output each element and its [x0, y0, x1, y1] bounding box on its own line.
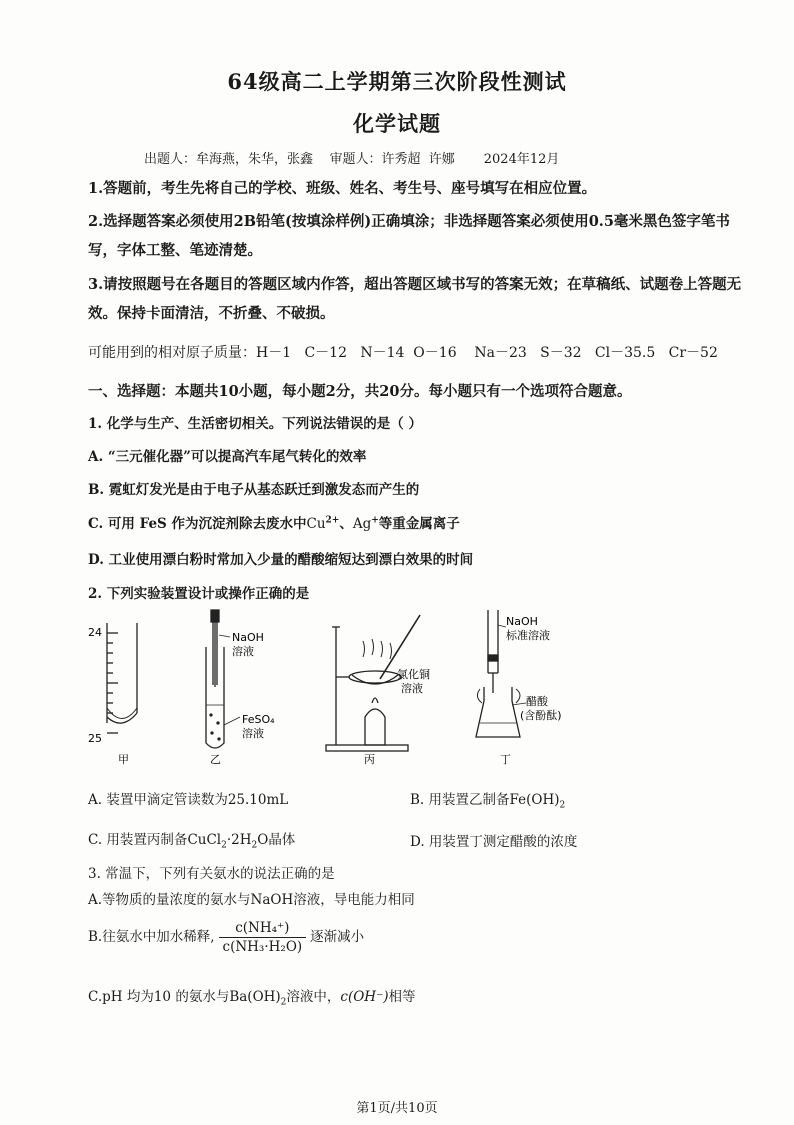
q1-option-c: [88, 512, 460, 532]
cu-ion: Cu: [306, 516, 326, 532]
ag-charge: +: [371, 515, 379, 526]
q1-c-sep: 、: [339, 516, 353, 532]
q3-c-text: C.pH 均为10 的氨水与: [88, 989, 230, 1005]
naoh-solution-label: 溶液: [232, 645, 254, 658]
baoh2-sub: 2: [280, 997, 287, 1008]
q1-option-b: B. 霓虹灯发光是由于电子从基态跃迁到激发态而产生的: [88, 482, 420, 498]
q2-option-a: A. 装置甲滴定管读数为25.10mL: [88, 792, 289, 808]
page-number: 第1页/共10页: [356, 1101, 438, 1116]
q2-stem: 2. 下列实验装置设计或操作正确的是: [88, 586, 310, 602]
section-heading: 一、选择题：本题共10小题，每小题2分，共20分。每小题只有一个选项符合题意。: [88, 383, 632, 400]
q2-c-text: C. 用装置丙制备: [88, 832, 188, 848]
instruction-1: 1.答题前，考生先将自己的学校、班级、姓名、考生号、座号填写在相应位置。: [88, 180, 597, 197]
exam-title: 64级高二上学期第三次阶段性测试: [227, 69, 567, 94]
feso4-label: FeSO₄: [242, 713, 275, 726]
fraction-numerator: c(NH₄⁺): [219, 920, 307, 938]
naoh-label: NaOH: [232, 631, 264, 644]
q2-apparatus-figure: [80, 605, 720, 770]
feoh2-subscript: 2: [559, 800, 566, 811]
burette-mark-25: 25: [88, 732, 102, 745]
q2-option-b: [410, 788, 565, 811]
burette-jia: [107, 623, 137, 733]
cucl2-formula: CuCl: [187, 832, 222, 848]
authors: 出题人：牟海燕，朱华，张鑫: [144, 152, 314, 167]
q1-c-text: C. 可用 FeS 作为沉淀剂除去废水中: [88, 516, 307, 532]
q3-b-post: 逐渐减小: [310, 929, 365, 945]
hydroxide-conc: c(OH⁻): [340, 989, 389, 1005]
water-o: O: [257, 832, 269, 848]
atomic-masses: [88, 342, 718, 362]
instruction-2: 2.选择题答案必须使用2B铅笔(按填涂样例)正确填涂；非选择题答案必须使用0.5毫米黑色签字笔书写，字体工整、笔迹清楚。: [88, 213, 730, 259]
q3-c-post: 相等: [388, 989, 416, 1005]
atomic-masses-label: 可能用到的相对原子质量：: [88, 345, 256, 361]
q3-stem: 3. 常温下，下列有关氨水的说法正确的是: [88, 866, 335, 882]
fraction-denominator: c(NH₃·H₂O): [222, 939, 303, 955]
label-jia: 甲: [118, 753, 129, 766]
exam-date: 2024年12月: [483, 152, 560, 167]
phenolphthalein-label: (含酚酞): [520, 709, 562, 722]
cucl2-solution-label: 溶液: [401, 682, 423, 695]
q1-stem: 1. 化学与生产、生活密切相关。下列说法错误的是（ ）: [88, 416, 422, 432]
feoh2-formula: Fe(OH): [509, 792, 560, 808]
instruction-3: 3.请按照题号在各题目的答题区域内作答，超出答题区域书写的答案无效；在草稿纸、试题卷上答题无效。保持卡面清洁，不折叠、不破损。: [88, 276, 742, 322]
std-solution-label: 标准溶液: [506, 629, 550, 642]
cucl2-label: 氯化铜: [397, 668, 430, 681]
label-ding: 丁: [500, 753, 511, 766]
q3-option-a: A.等物质的量浓度的氨水与NaOH溶液，导电能力相同: [88, 892, 415, 908]
q2-b-text: B. 用装置乙制备: [410, 792, 510, 808]
exam-subtitle: 化学试题: [353, 111, 441, 136]
q3-c-mid: 溶液中，: [286, 989, 341, 1005]
label-yi: 乙: [210, 753, 221, 766]
label-bing: 丙: [364, 753, 375, 766]
ag-ion: Ag: [352, 516, 372, 532]
q3-option-c: [88, 985, 415, 1008]
q3-option-b: [88, 920, 364, 955]
q2-c-post: 晶体: [268, 832, 296, 848]
reviewers: 审题人：许秀超 许娜: [329, 152, 455, 167]
q1-option-d: D. 工业使用漂白粉时常加入少量的醋酸缩短达到漂白效果的时间: [88, 552, 474, 568]
author-line: [144, 148, 559, 167]
atomic-masses-values: H－1 C－12 N－14 O－16 Na－23 S－32 Cl－35.5 Cr－52: [256, 345, 718, 361]
naoh-std-label: NaOH: [506, 615, 538, 628]
q2-option-c: [88, 828, 295, 851]
water-formula: ·2H: [226, 832, 252, 848]
cu-charge: 2+: [325, 515, 340, 526]
ratio-fraction: [219, 920, 307, 955]
acetic-acid-label: 醋酸: [526, 695, 548, 708]
q1-option-a: A. “三元催化器”可以提高汽车尾气转化的效率: [88, 449, 367, 465]
q3-b-text: B.往氨水中加水稀释,: [88, 929, 215, 945]
q1-c-post: 等重金属离子: [378, 516, 460, 532]
feso4-solution-label: 溶液: [242, 727, 264, 740]
cucl2-sub: 2: [221, 840, 227, 851]
baoh2-formula: Ba(OH): [229, 989, 281, 1005]
burette-mark-24: 24: [88, 626, 102, 639]
q2-option-d: D. 用装置丁测定醋酸的浓度: [410, 834, 578, 850]
water-sub: 2: [251, 840, 258, 851]
